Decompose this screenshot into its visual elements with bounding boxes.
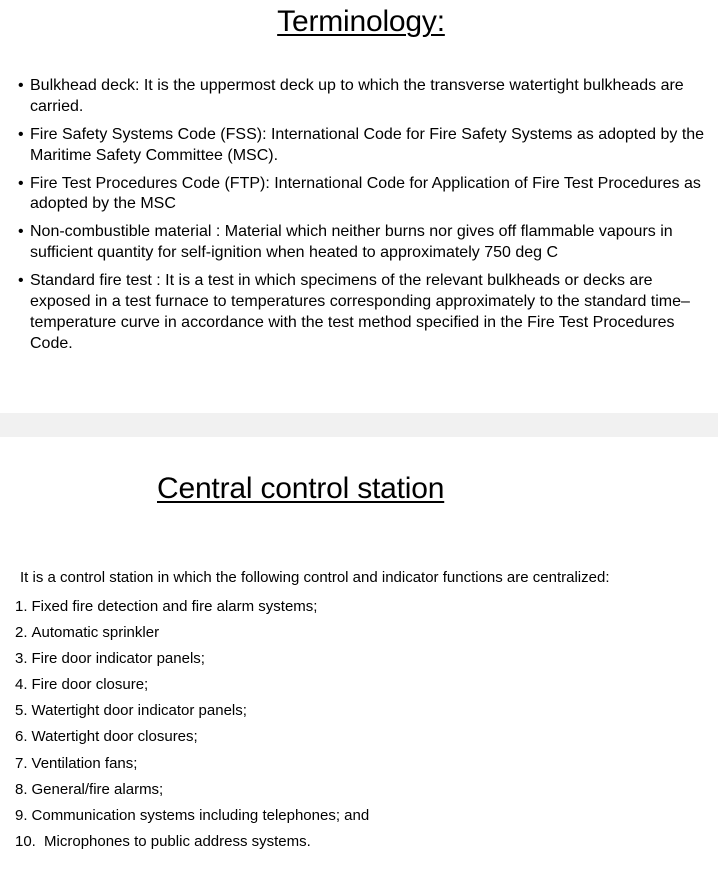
slide-title-terminology: Terminology:: [277, 5, 445, 38]
item-number: 4.: [15, 676, 28, 694]
list-item: [15, 803, 369, 829]
list-item: [15, 672, 369, 698]
item-number: 9.: [15, 806, 28, 824]
list-item-text: Watertight door closures;: [31, 728, 198, 746]
list-item-text: Bulkhead deck: It is the uppermost deck up to which the transverse watertight bulkheads are carried.: [30, 77, 684, 115]
list-item: [15, 829, 369, 855]
list-item: [15, 751, 369, 777]
item-number: 2.: [15, 624, 28, 642]
slide-separator: [0, 413, 718, 437]
list-item-text: Microphones to public address systems.: [39, 832, 311, 850]
slide-central-control-station: [0, 437, 718, 886]
item-number: 8.: [15, 780, 28, 798]
list-item: [18, 271, 712, 354]
item-number: 5.: [15, 702, 28, 720]
list-item-text: Fire door closure;: [31, 676, 149, 694]
item-number: 1.: [15, 598, 28, 615]
list-item: [18, 125, 712, 167]
bullet-icon: •: [18, 272, 24, 290]
list-item-text: Ventilation fans;: [31, 754, 138, 772]
list-item-text: Fire Test Procedures Code (FTP): International Code for Application of Fire Test Procedures as adopted by the MSC: [30, 174, 701, 213]
list-item-text: Fire door indicator panels;: [31, 650, 205, 668]
list-item: [15, 594, 369, 620]
slide-terminology: [0, 0, 718, 413]
list-item: [15, 698, 369, 724]
list-item-text: Communication systems including telephones; and: [31, 806, 370, 824]
list-item: [15, 620, 369, 646]
list-item: [18, 76, 712, 118]
list-item-text: Fixed fire detection and fire alarm systems;: [31, 598, 318, 615]
slide-title-central-control-station: Central control station: [157, 472, 445, 505]
control-functions-list: [15, 594, 369, 855]
intro-text: It is a control station in which the following control and indicator functions are centralized:: [20, 569, 610, 586]
bullet-icon: •: [18, 174, 24, 192]
terminology-list: [18, 76, 712, 362]
list-item: [15, 646, 369, 672]
bullet-icon: •: [18, 77, 24, 94]
list-item: [18, 222, 712, 264]
list-item: [15, 724, 369, 750]
item-number: 6.: [15, 728, 28, 746]
item-number: 3.: [15, 650, 28, 668]
list-item-text: General/fire alarms;: [31, 780, 164, 798]
list-item-text: Automatic sprinkler: [31, 624, 160, 642]
bullet-icon: •: [18, 125, 24, 143]
bullet-icon: •: [18, 223, 24, 241]
item-number: 7.: [15, 754, 28, 772]
list-item: [18, 174, 712, 216]
item-number: 10.: [15, 832, 36, 850]
list-item-text: Non-combustible material : Material which neither burns nor gives off flammable vapours in sufficient quantity for self-ignition when heated to approximately 750 deg C: [30, 223, 673, 262]
list-item: [15, 777, 369, 803]
list-item-text: Standard fire test : It is a test in which specimens of the relevant bulkheads or decks are exposed in a test furnace to temperatures corresponding approximately to the standard time–temperature curve in accordance with the test method specified in the Fire Test Procedures Code.: [30, 272, 690, 352]
list-item-text: Watertight door indicator panels;: [31, 702, 247, 720]
list-item-text: Fire Safety Systems Code (FSS): International Code for Fire Safety Systems as adopted by the Maritime Safety Committee (MSC).: [30, 125, 705, 164]
